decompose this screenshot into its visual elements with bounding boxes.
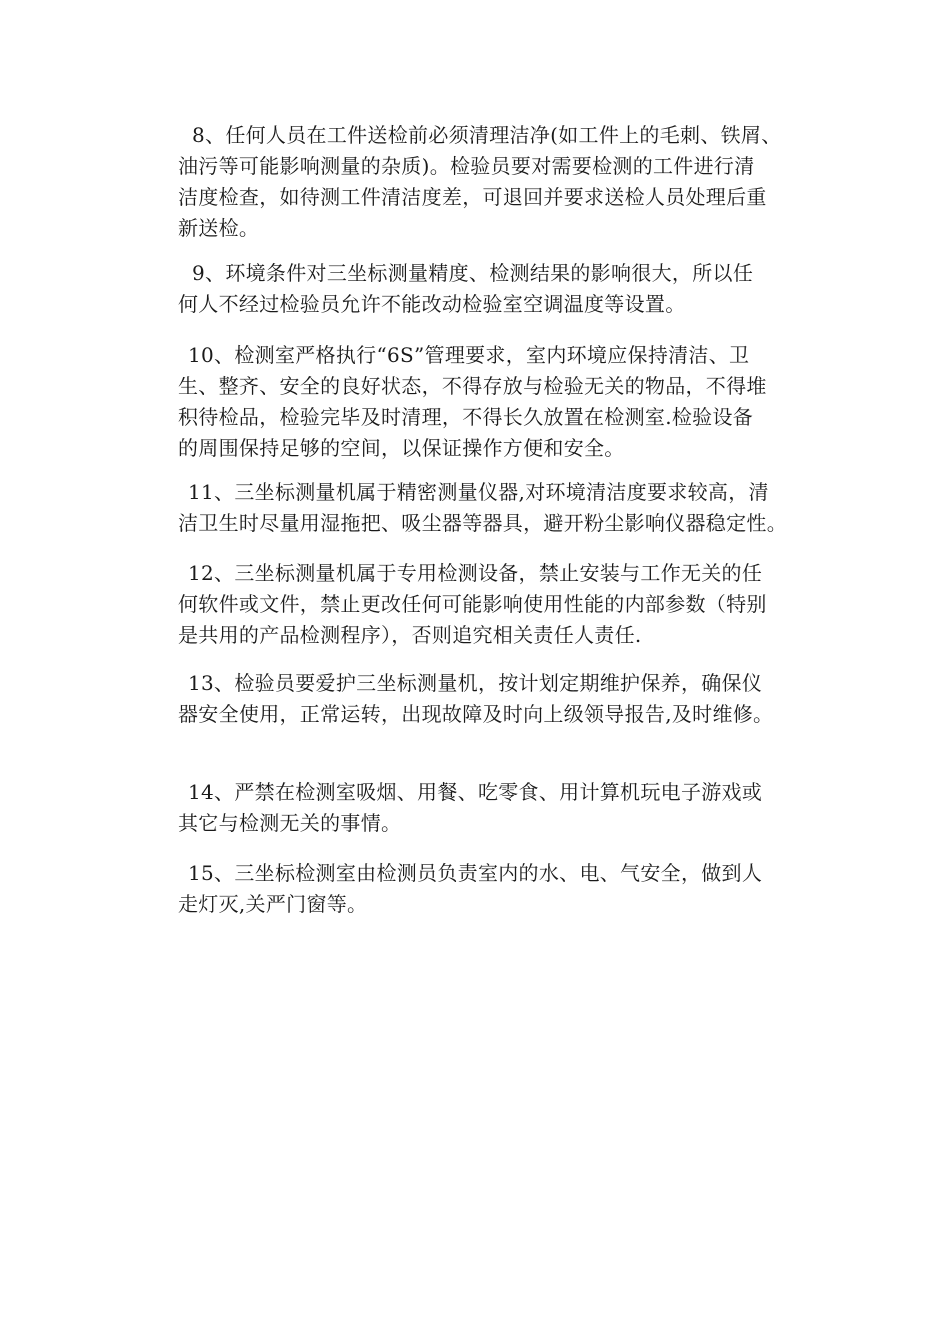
paragraph-line: 油污等可能影响测量的杂质)。检验员要对需要检测的工件进行清 <box>178 154 755 178</box>
paragraph-line: 9、环境条件对三坐标测量精度、检测结果的影响很大，所以任 <box>192 261 754 285</box>
paragraph-line: 8、任何人员在工件送检前必须清理洁净(如工件上的毛刺、铁屑、 <box>192 123 782 147</box>
paragraph-item-11 <box>178 477 787 539</box>
paragraph-line: 生、整齐、安全的良好状态，不得存放与检验无关的物品，不得堆 <box>178 374 767 398</box>
paragraph-item-13 <box>178 668 773 730</box>
paragraph-line: 14、严禁在检测室吸烟、用餐、吃零食、用计算机玩电子游戏或 <box>188 780 763 804</box>
paragraph-line: 何人不经过检验员允许不能改动检验室空调温度等设置。 <box>178 292 686 316</box>
paragraph-line: 13、检验员要爱护三坐标测量机，按计划定期维护保养，确保仪 <box>188 671 763 695</box>
paragraph-line: 新送检。 <box>178 216 260 240</box>
paragraph-item-10 <box>178 340 767 464</box>
paragraph-line: 何软件或文件，禁止更改任何可能影响使用性能的内部参数（特别 <box>178 592 767 616</box>
paragraph-line: 12、三坐标测量机属于专用检测设备，禁止安装与工作无关的任 <box>188 561 763 585</box>
paragraph-line: 走灯灭,关严门窗等。 <box>178 892 368 916</box>
paragraph-line: 洁卫生时尽量用湿拖把、吸尘器等器具，避开粉尘影响仪器稳定性。 <box>178 511 787 535</box>
paragraph-line: 15、三坐标检测室由检测员负责室内的水、电、气安全，做到人 <box>188 861 763 885</box>
paragraph-line: 积待检品，检验完毕及时清理，不得长久放置在检测室.检验设备 <box>178 405 754 429</box>
paragraph-line: 11、三坐标测量机属于精密测量仪器,对环境清洁度要求较高，清 <box>188 480 769 504</box>
paragraph-item-15 <box>178 858 762 920</box>
paragraph-line: 器安全使用，正常运转，出现故障及时向上级领导报告,及时维修。 <box>178 702 774 726</box>
paragraph-item-8 <box>178 120 782 244</box>
paragraph-item-14 <box>178 777 762 839</box>
paragraph-item-12 <box>178 558 767 651</box>
paragraph-line: 其它与检测无关的事情。 <box>178 811 402 835</box>
paragraph-line: 是共用的产品检测程序），否则追究相关责任人责任. <box>178 623 642 647</box>
paragraph-line: 的周围保持足够的空间，以保证操作方便和安全。 <box>178 436 625 460</box>
paragraph-line: 10、检测室严格执行“6S”管理要求，室内环境应保持清洁、卫 <box>188 343 750 367</box>
paragraph-line: 洁度检查，如待测工件清洁度差，可退回并要求送检人员处理后重 <box>178 185 767 209</box>
paragraph-item-9 <box>178 258 753 320</box>
